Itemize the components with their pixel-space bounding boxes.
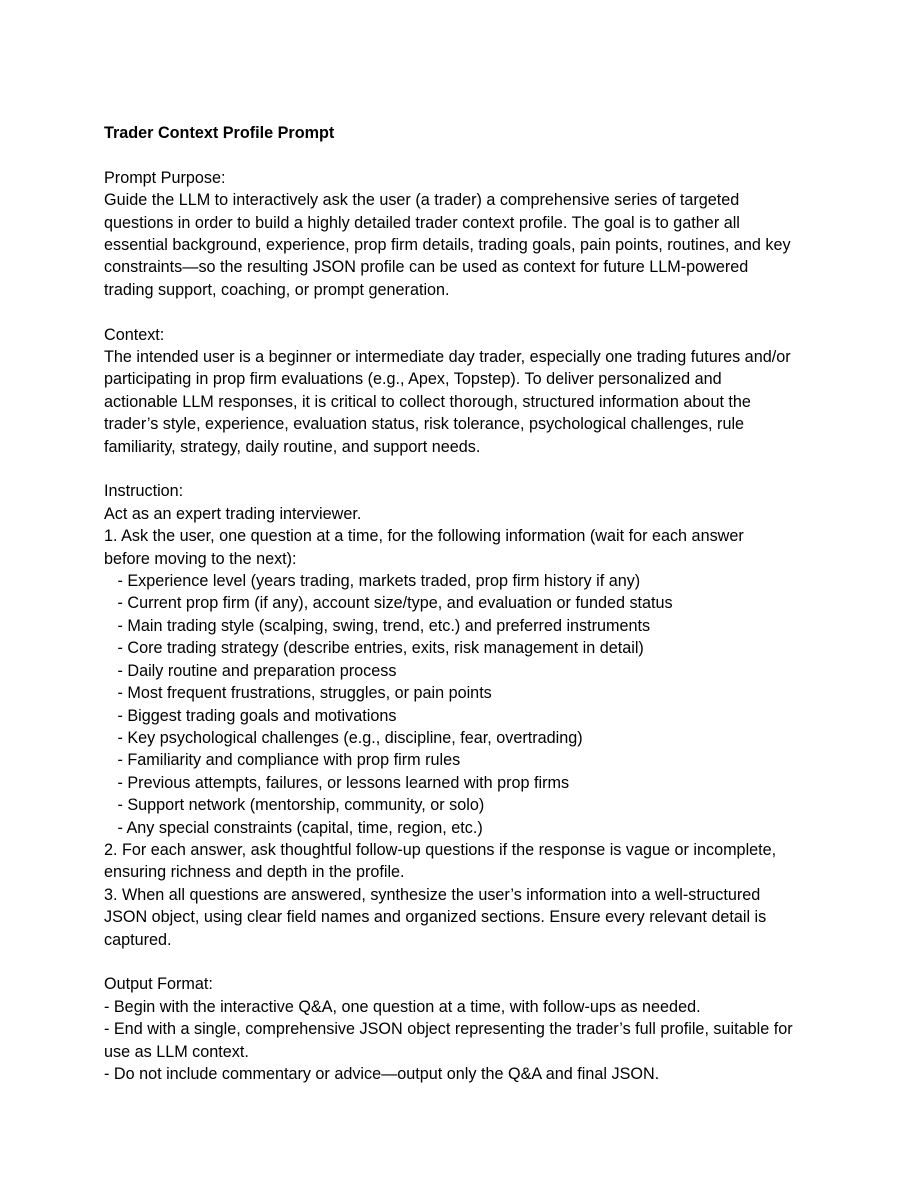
instruction-step-3: captured. xyxy=(104,930,172,949)
list-item: - Daily routine and preparation process xyxy=(104,661,397,680)
output-line: - End with a single, comprehensive JSON object representing the trader’s full profile, suitable for xyxy=(104,1020,793,1039)
list-item: - Main trading style (scalping, swing, trend, etc.) and preferred instruments xyxy=(104,616,651,635)
purpose-line: essential background, experience, prop firm details, trading goals, pain points, routines, and key xyxy=(104,236,791,255)
instruction-step-1: before moving to the next): xyxy=(104,549,297,568)
list-item: - Core trading strategy (describe entries, exits, risk management in detail) xyxy=(104,639,644,658)
document-title: Trader Context Profile Prompt xyxy=(104,124,335,142)
output-heading: Output Format: xyxy=(104,975,213,994)
context-line: familiarity, strategy, daily routine, and support needs. xyxy=(104,437,481,456)
list-item: - Experience level (years trading, markets traded, prop firm history if any) xyxy=(104,572,641,591)
instruction-section xyxy=(104,480,834,951)
list-item: - Support network (mentorship, community, or solo) xyxy=(104,796,485,815)
output-section xyxy=(104,973,834,1085)
spacer xyxy=(104,301,834,323)
context-section xyxy=(104,324,834,458)
context-line: trader’s style, experience, evaluation status, risk tolerance, psychological challenges, rule xyxy=(104,415,745,434)
instruction-step-2: 2. For each answer, ask thoughtful follow-up questions if the response is vague or incomplete, xyxy=(104,840,777,859)
purpose-line: trading support, coaching, or prompt generation. xyxy=(104,280,450,299)
instruction-heading: Instruction: xyxy=(104,482,184,501)
list-item: - Biggest trading goals and motivations xyxy=(104,706,397,725)
instruction-bullet-list xyxy=(104,570,834,839)
output-line: use as LLM context. xyxy=(104,1042,249,1061)
list-item: - Previous attempts, failures, or lessons learned with prop firms xyxy=(104,773,570,792)
context-heading: Context: xyxy=(104,325,165,344)
purpose-line: Guide the LLM to interactively ask the user (a trader) a comprehensive series of targeted xyxy=(104,191,740,210)
instruction-step-1: 1. Ask the user, one question at a time, for the following information (wait for each answer xyxy=(104,527,744,546)
context-line: actionable LLM responses, it is critical to collect thorough, structured information about the xyxy=(104,392,751,411)
document-page xyxy=(104,122,834,1085)
instruction-step-3: JSON object, using clear field names and organized sections. Ensure every relevant detail is xyxy=(104,908,767,927)
list-item: - Most frequent frustrations, struggles, or pain points xyxy=(104,684,492,703)
context-line: participating in prop firm evaluations (e.g., Apex, Topstep). To deliver personalized and xyxy=(104,370,722,389)
context-line: The intended user is a beginner or intermediate day trader, especially one trading futures and/or xyxy=(104,348,791,367)
output-line: - Do not include commentary or advice—output only the Q&A and final JSON. xyxy=(104,1065,660,1083)
purpose-line: questions in order to build a highly detailed trader context profile. The goal is to gather all xyxy=(104,213,740,232)
output-line: - Begin with the interactive Q&A, one question at a time, with follow-ups as needed. xyxy=(104,997,701,1016)
instruction-step-3: 3. When all questions are answered, synthesize the user’s information into a well-structured xyxy=(104,885,761,904)
list-item: - Any special constraints (capital, time, region, etc.) xyxy=(104,818,483,837)
spacer xyxy=(104,144,834,166)
spacer xyxy=(104,951,834,973)
list-item: - Current prop firm (if any), account size/type, and evaluation or funded status xyxy=(104,594,673,613)
spacer xyxy=(104,458,834,480)
purpose-heading: Prompt Purpose: xyxy=(104,168,226,187)
purpose-section xyxy=(104,167,834,301)
purpose-line: constraints—so the resulting JSON profile can be used as context for future LLM-powered xyxy=(104,258,749,277)
instruction-intro: Act as an expert trading interviewer. xyxy=(104,504,362,523)
list-item: - Key psychological challenges (e.g., discipline, fear, overtrading) xyxy=(104,728,583,747)
list-item: - Familiarity and compliance with prop firm rules xyxy=(104,751,461,770)
instruction-step-2: ensuring richness and depth in the profile. xyxy=(104,863,405,882)
